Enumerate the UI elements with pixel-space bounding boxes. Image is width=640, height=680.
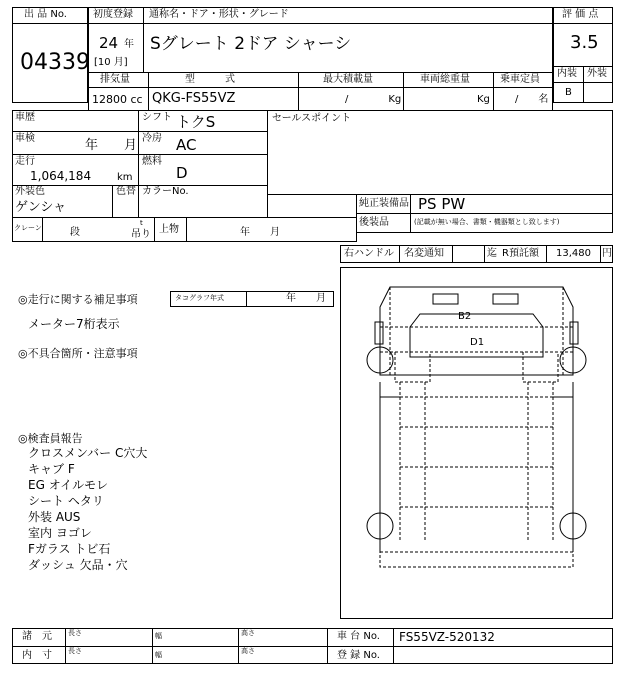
- list-item: シート ヘタリ: [28, 494, 104, 508]
- selling-points-label: セールスポイント: [272, 113, 352, 124]
- model-code-value: QKG-FS55VZ: [152, 91, 236, 106]
- chassis-rails: [400, 382, 553, 542]
- shift-label: シフト: [142, 112, 172, 123]
- inspection-value: 年 月: [85, 138, 138, 153]
- exterior-color-label: 外装色: [15, 186, 45, 197]
- model-name: Sグレート 2ドア シャーシ: [150, 34, 352, 54]
- first-reg-label: 初度登録: [93, 9, 133, 20]
- roof-vent-left: [433, 294, 458, 304]
- lot-label: 出 品 No.: [24, 9, 67, 20]
- crane-lift-unit: t: [140, 219, 143, 227]
- cab-outline: [380, 287, 573, 375]
- yen-label: 円: [602, 248, 612, 259]
- fuel-label: 燃料: [142, 156, 162, 167]
- list-item: 外装 AUS: [28, 510, 81, 524]
- list-item: クロスメンバー C穴大: [28, 446, 148, 460]
- upper-value: 年 月: [240, 227, 280, 238]
- max-load-value: / Kg: [345, 94, 402, 105]
- inspector-list: [28, 447, 147, 575]
- inspector-title: ◎検査員報告: [18, 432, 83, 445]
- inner-height-label: 高さ: [241, 647, 255, 655]
- mark-b2: B2: [458, 311, 472, 322]
- inspection-label: 車検: [15, 133, 35, 144]
- tachograph-label: タコグラフ年式: [175, 294, 224, 302]
- length-label: 長さ: [68, 629, 82, 637]
- supplement-text: メーター7桁表示: [28, 317, 120, 331]
- interior-grade: B: [565, 87, 572, 98]
- crane-lift-label: 吊り: [131, 229, 151, 240]
- registration-no-label: 登 録 No.: [337, 650, 380, 661]
- list-item: Fガラス トビ石: [28, 542, 111, 556]
- inner-dims-label: 内 寸: [22, 650, 52, 661]
- mirror-right: [570, 322, 578, 344]
- color-number-label: 色替: [116, 186, 136, 197]
- windshield: [410, 314, 543, 357]
- color-no-label: カラーNo.: [142, 186, 189, 197]
- exterior-color-value: ゲンシャ: [15, 200, 67, 215]
- tachograph-value: 年 月: [286, 293, 326, 304]
- model-code-label: 型 式: [185, 74, 235, 85]
- height-label: 高さ: [241, 629, 255, 637]
- chassis-no-value: FS55VZ-520132: [399, 630, 495, 644]
- aftermarket-note: (記載が無い場合、書類・機器類とし致します): [414, 218, 560, 226]
- list-item: 室内 ヨゴレ: [28, 526, 92, 540]
- list-item: ダッシュ 欠品・穴: [28, 558, 128, 572]
- defects-title: ◎不具合箇所・注意事項: [18, 347, 138, 360]
- width-label: 幅: [155, 632, 162, 640]
- upper-label: 上物: [159, 224, 179, 235]
- deadline-label: 迄: [487, 248, 497, 259]
- shift-value: トクS: [176, 113, 216, 131]
- interior-grade-label: 内装: [557, 68, 577, 79]
- recycle-label: R預託額: [502, 248, 539, 259]
- fuel-value: D: [176, 164, 188, 182]
- crane-row: [12, 217, 357, 242]
- crane-stage: 段: [70, 227, 80, 238]
- chassis-no-label: 車 台 No.: [337, 631, 380, 642]
- year-unit: 年: [124, 39, 134, 50]
- lot-number: 04339: [20, 50, 90, 75]
- mileage-unit: km: [117, 172, 133, 183]
- displacement-value: 12800 cc: [92, 93, 143, 106]
- capacity-value: / 名: [515, 94, 549, 105]
- history-label: 車歴: [15, 112, 35, 123]
- score-label: 評 価 点: [562, 9, 599, 20]
- displacement-label: 排気量: [100, 74, 130, 85]
- recycle-value: 13,480: [556, 248, 591, 259]
- inner-width-label: 幅: [155, 651, 162, 659]
- equipment-value: PS PW: [418, 195, 466, 213]
- gross-weight-label: 車両総重量: [420, 74, 470, 85]
- roof-vent-right: [493, 294, 518, 304]
- ac-value: AC: [176, 136, 197, 154]
- exterior-grade-label: 外装: [587, 68, 607, 79]
- mark-d1: D1: [470, 337, 485, 348]
- dims-label: 諸 元: [22, 631, 52, 642]
- mileage-value: 1,064,184: [30, 169, 92, 183]
- inner-length-label: 長さ: [68, 647, 82, 655]
- list-item: EG オイルモレ: [28, 478, 109, 492]
- score-value: 3.5: [570, 32, 599, 53]
- truck-diagram: [340, 267, 613, 619]
- name-change-label: 名変通知: [404, 248, 444, 259]
- rear-end: [380, 552, 573, 567]
- mileage-label: 走行: [15, 156, 35, 167]
- crane-label: クレーン: [14, 224, 42, 232]
- model-name-label: 通称名・ドア・形状・グレード: [149, 9, 289, 20]
- right-hand-label: 右ハンドル: [344, 248, 394, 259]
- max-load-label: 最大積載量: [323, 74, 373, 85]
- ac-label: 冷房: [142, 133, 162, 144]
- first-reg-year: 24: [99, 34, 119, 52]
- capacity-label: 乗車定員: [500, 74, 540, 85]
- gross-weight-value: Kg: [477, 94, 490, 105]
- equipment-label: 純正装備品: [359, 198, 409, 209]
- first-reg-month: [10 月]: [94, 57, 128, 68]
- mirror-left: [375, 322, 383, 344]
- supplement-title: ◎走行に関する補足事項: [18, 293, 138, 306]
- list-item: キャブ F: [28, 462, 75, 476]
- aftermarket-label: 後装品: [359, 217, 389, 228]
